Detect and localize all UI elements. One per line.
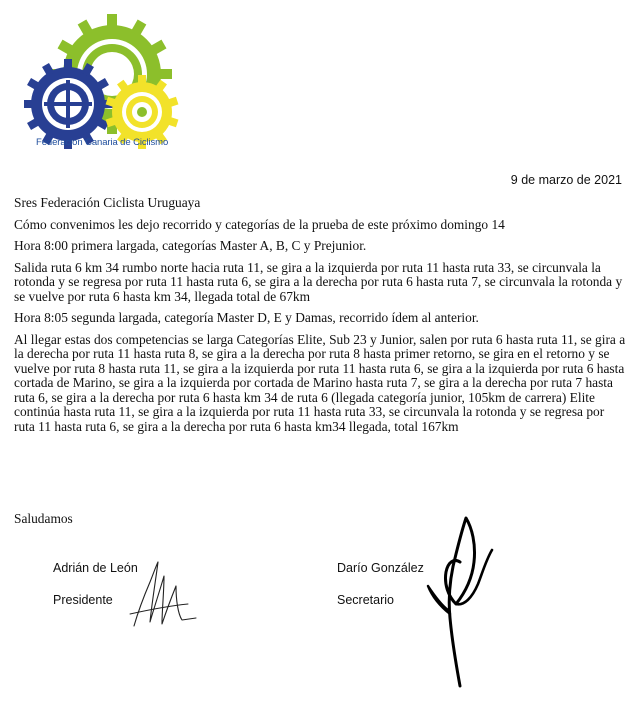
signature-1-handwritten-signature-icon [128,556,200,630]
paragraph: Hora 8:00 primera largada, categorías Master A, B, C y Prejunior. [14,238,367,253]
paragraph: Hora 8:05 segunda largada, categoría Master D, E y Damas, recorrido ídem al anterior. [14,310,479,325]
paragraph: Cómo convenimos les dejo recorrido y categorías de la prueba de este próximo domingo 14 [14,216,505,232]
signature-2-handwritten-signature-icon [420,514,500,690]
paragraph: Salida ruta 6 km 34 rumbo norte hacia ruta 11, se gira a la izquierda por ruta 11 hasta ruta 33, se circunvala la rotonda y se regresa por ruta 11 hasta ruta 6, se gira a la derecha por ruta 6 hasta ruta 7, se circunvala la rotonda y se vuelve por ruta 6 hasta km 34, llegada total de 67km [14,259,623,304]
closing-line: Saludamos [14,511,73,526]
logo-caption: Federacion Canaria de Ciclismo [36,137,169,148]
signatory-2-name: Darío González [337,561,424,575]
recipient-line: Sres Federación Ciclista Uruguaya [14,195,201,210]
signatory-2-role: Secretario [337,593,394,607]
letter-body [14,196,626,441]
signatory-1-role: Presidente [53,593,113,607]
paragraph: Al llegar estas dos competencias se larga Categorías Elite, Sub 23 y Junior, salen por ruta 6 hasta ruta 11, se gira a la derecha por ruta 11 hasta ruta 8, se gira a la derecha por ruta 8 hasta primer retorno, se gira en el retorno y se vuelve por ruta 8 hasta ruta 11, se gira a la izquierda por ruta 11 hasta ruta 6, se gira a la izquierda por ruta 6 hasta cortada de Marino, se gira a la izquierda por cortada de Marino hasta ruta 7, se gira a la derecha por ruta 7 hasta ruta 6, se gira a la derecha por ruta 6 hasta km 34 de ruta 6 (llegada categoría junior, 105km de carrera) Elite continúa hasta ruta 11, se gira a la izquierda por ruta 11 hasta ruta 33, se circunvala la rotonda y se regresa por ruta 11 hasta ruta 6, se gira a la derecha por ruta 6 hasta km34 llegada, total 167km [14,331,626,434]
letter-date: 9 de marzo de 2021 [510,173,622,187]
signatory-1-name: Adrián de León [53,561,138,575]
